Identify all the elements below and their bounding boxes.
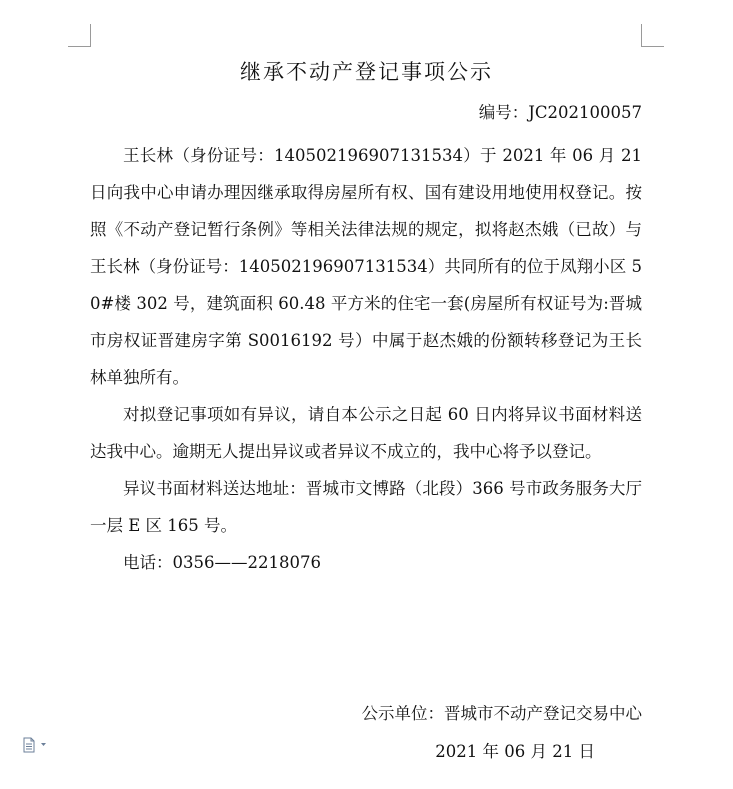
document-title: 继承不动产登记事项公示	[240, 60, 493, 84]
document-body	[90, 137, 642, 581]
paragraph-address: 异议书面材料送达地址：晋城市文博路（北段）366 号市政务服务大厅一层 E 区 165 号。	[90, 479, 642, 535]
paragraph-phone: 电话：0356——2218076	[123, 553, 321, 572]
crop-mark-top-right	[641, 24, 664, 47]
publication-date: 2021 年 06 月 21 日	[435, 742, 595, 761]
paragraph-objection: 对拟登记事项如有异议，请自本公示之日起 60 日内将异议书面材料送达我中心。逾期无人提出异议或者异议不成立的，我中心将予以登记。	[90, 405, 642, 461]
paragraph-main: 王长林（身份证号：140502196907131534）于 2021 年 06 月 21 日向我中心申请办理因继承取得房屋所有权、国有建设用地使用权登记。按照《不动产登记暂行条例》等相关法律法规的规定，拟将赵杰娥（已故）与王长林（身份证号：140502196907131534）共同所有的位于凤翔小区 50#楼 302 号，建筑面积 60.48 平方米的住宅一套(房屋所有权证号为:晋城市房权证晋建房字第 S0016192 号）中属于赵杰娥的份额转移登记为王长林单独所有。	[90, 146, 642, 387]
paste-options-icon-graphic	[22, 737, 48, 753]
paste-options-icon[interactable]	[22, 737, 48, 753]
crop-mark-top-left	[68, 24, 91, 47]
issuing-unit: 公示单位：晋城市不动产登记交易中心	[361, 704, 642, 723]
document-number: 编号：JC202100057	[478, 103, 642, 122]
